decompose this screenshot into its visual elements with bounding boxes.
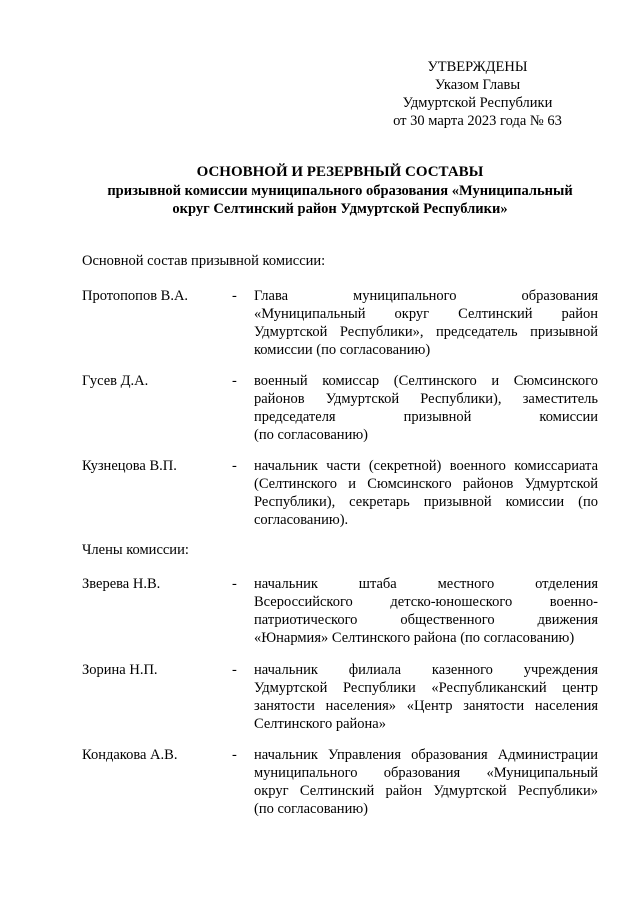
member-name: Кузнецова В.П. [82,458,177,474]
member-role [254,746,598,818]
approval-decree: Указом Главы [434,77,521,93]
document-title-main: ОСНОВНОЙ И РЕЗЕРВНЫЙ СОСТАВЫ [196,164,484,180]
member-role-line: начальник филиала казенного учреждения [254,662,598,678]
member-role-line: округ Селтинский район Удмуртской Республики» [254,783,598,799]
member-role-line: Удмуртской Республики «Республиканский центр [254,680,598,696]
member-dash: - [232,576,237,592]
main-section-label: Основной состав призывной комиссии: [82,253,326,269]
member-role [254,575,598,647]
member-name: Протопопов В.А. [82,288,189,304]
approval-heading: УТВЕРЖДЕНЫ [427,59,528,75]
member-dash: - [232,747,237,763]
member-role-line: Удмуртской Республики», председатель призывной [254,324,598,340]
member-role [254,661,598,733]
member-dash: - [232,458,237,474]
member-role-line: согласованию). [254,512,349,528]
member-role-line: (по согласованию) [254,427,368,443]
member-role-line: военный комиссар (Селтинского и Сюмсинского [254,373,598,389]
member-role-line: муниципального образования «Муниципальный [254,765,598,781]
member-role-line: начальник Управления образования Администрации [254,747,598,763]
member-dash: - [232,662,237,678]
member-role-line: районов Удмуртской Республики), заместитель [254,391,598,407]
member-role-line: Всероссийского детско-юношеского военно- [254,594,598,610]
member-role-line: «Муниципальный округ Селтинский район [254,306,598,322]
member-role-line: «Юнармия» Селтинского района (по согласованию) [254,630,575,646]
document-title-sub-line-2: округ Селтинский район Удмуртской Республики» [172,201,508,217]
member-dash: - [232,288,237,304]
approval-stamp [370,58,585,130]
member-role-line: Глава муниципального образования [254,288,598,304]
members-section-label: Члены комиссии: [82,542,189,558]
member-role-line: (Селтинского и Сюмсинского районов Удмуртской [254,476,598,492]
member-name: Кондакова А.В. [82,747,178,763]
member-name: Зверева Н.В. [82,576,161,592]
approval-date: от 30 марта 2023 года № 63 [393,113,562,129]
member-name: Зорина Н.П. [82,662,158,678]
document-title-sub-line-1: призывной комиссии муниципального образования «Муниципальный [107,183,573,199]
member-role-line: патриотического общественного движения [254,612,598,628]
member-role-line: (по согласованию) [254,801,368,817]
member-role-line: начальник штаба местного отделения [254,576,598,592]
member-dash: - [232,373,237,389]
member-role [254,457,598,529]
member-role-line: комиссии (по согласованию) [254,342,431,358]
member-role-line: председателя призывной комиссии [254,409,598,425]
document-title [70,162,610,218]
member-name: Гусев Д.А. [82,373,149,389]
member-role [254,372,598,444]
member-role-line: Республики), секретарь призывной комиссии (по [254,494,598,510]
approval-republic: Удмуртской Республики [402,95,553,111]
member-role-line: Селтинского района» [254,716,386,732]
member-role-line: начальник части (секретной) военного комиссариата [254,458,598,474]
member-role [254,287,598,359]
member-role-line: занятости населения» «Центр занятости населения [254,698,598,714]
